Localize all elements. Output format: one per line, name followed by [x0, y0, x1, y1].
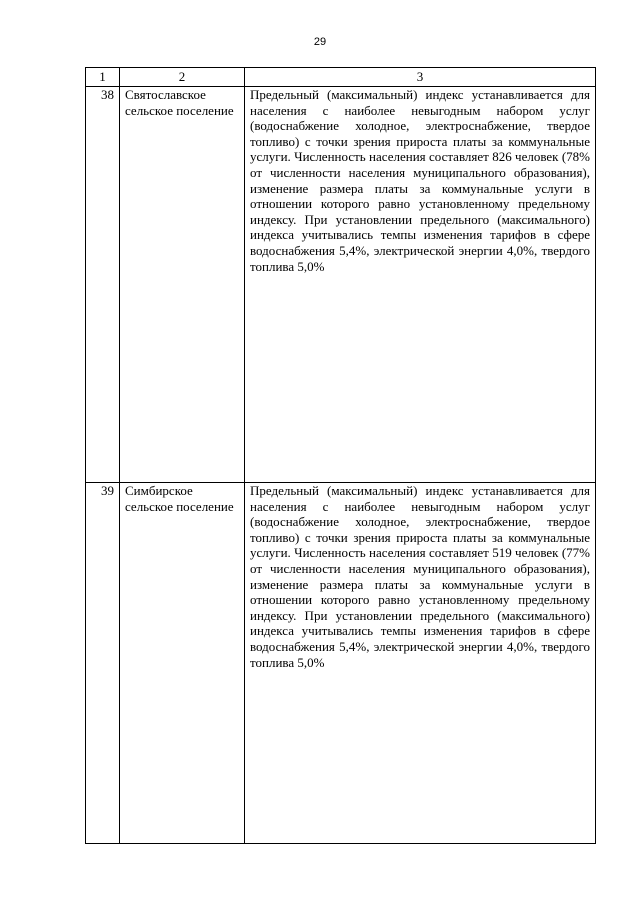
municipal-index-table	[85, 67, 596, 844]
row-number: 38	[86, 87, 120, 483]
column-header-3: 3	[245, 68, 596, 87]
column-header-2: 2	[120, 68, 245, 87]
index-description: Предельный (максимальный) индекс устанавливается для населения с наиболее невыгодным набором услуг (водоснабжение холодное, электроснабжение, твердое топливо) с точки зрения прироста платы за коммунальные услуги. Численность населения составляет 519 человек (77% от численности населения муниципального образования), изменение размера платы за коммунальные услуги в отношении которого равно установленному предельному индексу. При установлении предельного (максимального) индекса учитывались темпы изменения тарифов в сфере водоснабжения 5,4%, электрической энергии 4,0%, твердого топлива 5,0%	[245, 483, 596, 844]
settlement-name: Святославское сельское поселение	[120, 87, 245, 483]
settlement-name: Симбирское сельское поселение	[120, 483, 245, 844]
row-number: 39	[86, 483, 120, 844]
table-header-row	[86, 68, 596, 87]
column-header-1: 1	[86, 68, 120, 87]
table-row	[86, 87, 596, 483]
table-row	[86, 483, 596, 844]
index-description: Предельный (максимальный) индекс устанавливается для населения с наиболее невыгодным набором услуг (водоснабжение холодное, электроснабжение, твердое топливо) с точки зрения прироста платы за коммунальные услуги. Численность населения составляет 826 человек (78% от численности населения муниципального образования), изменение размера платы за коммунальные услуги в отношении которого равно установленному предельному индексу. При установлении предельного (максимального) индекса учитывались темпы изменения тарифов в сфере водоснабжения 5,4%, электрической энергии 4,0%, твердого топлива 5,0%	[245, 87, 596, 483]
page-number: 29	[313, 36, 327, 48]
